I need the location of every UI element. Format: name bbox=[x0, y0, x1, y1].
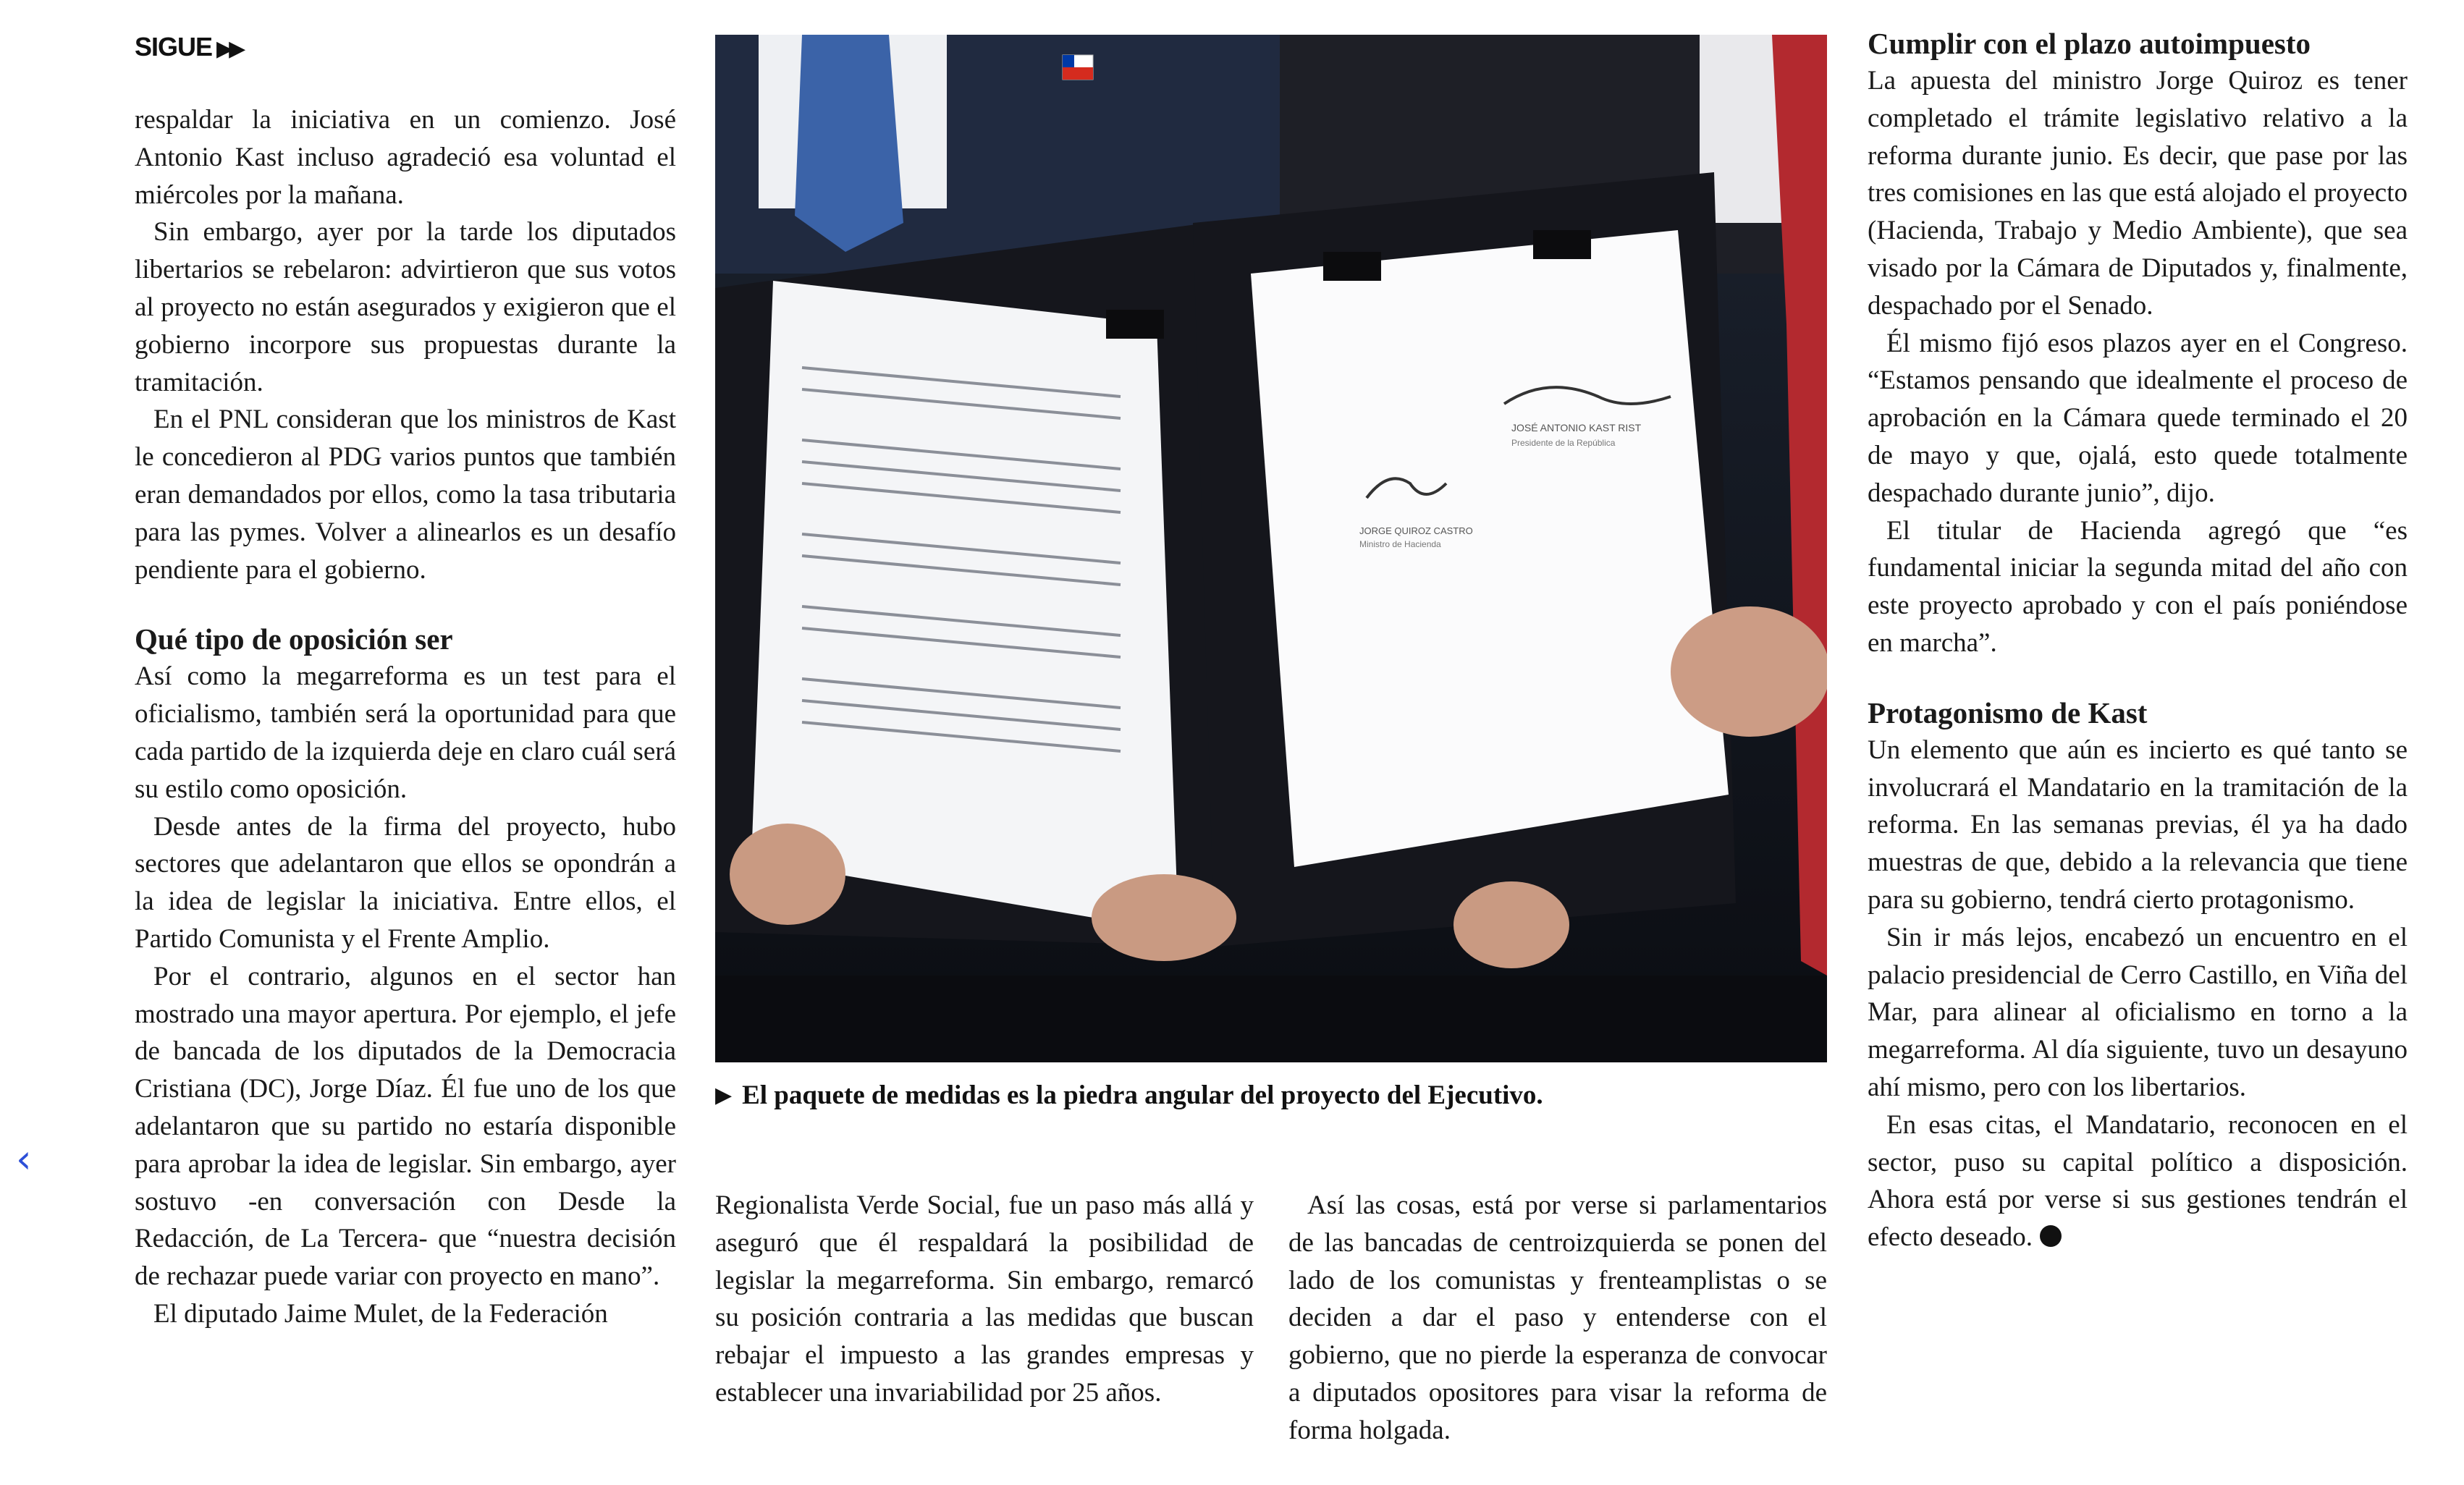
continue-text: SIGUE bbox=[135, 32, 213, 62]
right-paragraph-5: Sin ir más lejos, encabezó un encuentro en el palacio presidencial de Cerro Castillo, en Viña del Mar, para alinear al oficialismo en torno a la megarreforma. Al día siguiente, tuvo un desayuno ahí mismo, pero con los libertarios. bbox=[1868, 922, 2408, 1102]
right-paragraph-6-text: En esas citas, el Mandatario, reconocen en el sector, puso su capital político a disposición. Ahora está por verse si sus gestiones tendrán el efecto deseado. bbox=[1868, 1109, 2408, 1253]
right-subhead-1: Cumplir con el plazo autoimpuesto bbox=[1868, 27, 2311, 60]
news-photo bbox=[715, 35, 1827, 1062]
caption-text: El paquete de medidas es la piedra angular del proyecto del Ejecutivo. bbox=[742, 1080, 1543, 1110]
continue-label bbox=[135, 32, 241, 62]
mid-paragraph-1: Regionalista Verde Social, fue un paso más allá y aseguró que él respaldará la posibilidad de legislar la megarreforma. Sin embargo, remarcó su posición contraria a las medidas que buscan rebajar el impuesto a las grandes empresas y establecer una invariabilidad por 25 años. bbox=[715, 1190, 1254, 1408]
double-arrow-icon: ▶▶ bbox=[216, 37, 242, 61]
back-arrow-icon[interactable]: ‹ bbox=[16, 1136, 32, 1182]
mid2-paragraph-1: Así las cosas, está por verse si parlamentarios de las bancadas de centroizquierda se ponen del lado de los comunistas y frenteamplistas o se deciden a dar el paso y entenderse con el gobierno, que no pierde la esperanza de convocar a diputados opositores para visar la reforma de forma holgada. bbox=[1288, 1190, 1827, 1445]
right-column bbox=[1868, 25, 2408, 1256]
left-paragraph-3: En el PNL consideran que los ministros de Kast le concedieron al PDG varios puntos que también eran demandados por ellos, como la tasa tributaria para las pymes. Volver a alinearlos es un desafío pendiente para el gobierno. bbox=[135, 405, 676, 585]
caption-marker-icon: ▶ bbox=[715, 1083, 733, 1107]
end-bullet-icon bbox=[2040, 1225, 2062, 1247]
left-column bbox=[135, 101, 676, 1333]
right-paragraph-2: Él mismo fijó esos plazos ayer en el Congreso. “Estamos pensando que idealmente el proceso de aprobación en la Cámara quede terminado el 20 de mayo y que, ojalá, esto quede totalmente despachado durante junio”, dijo. bbox=[1868, 328, 2408, 508]
middle-column-1 bbox=[715, 1187, 1254, 1412]
right-paragraph-6 bbox=[1868, 1107, 2408, 1256]
right-paragraph-1: La apuesta del ministro Jorge Quiroz es tener completado el trámite legislativo relativo a la reforma durante junio. Es decir, que pase por las tres comisiones en las que está alojado el proyecto (Hacienda, Trabajo y Medio Ambiente), que sea visado por la Cámara de Diputados y, finalmente, despachado por el Senado. bbox=[1868, 66, 2408, 321]
photo-signed-bill-icon bbox=[715, 35, 1827, 1062]
photo-caption bbox=[715, 1077, 1830, 1114]
left-paragraph-5: Desde antes de la firma del proyecto, hubo sectores que adelantaron que ellos se opondrán a la idea de legislar la iniciativa. Entre ellos, el Partido Comunista y el Frente Amplio. bbox=[135, 811, 676, 954]
right-subhead-2: Protagonismo de Kast bbox=[1868, 695, 2148, 729]
left-paragraph-6: Por el contrario, algunos en el sector han mostrado una mayor apertura. Por ejemplo, el jefe de bancada de los diputados de la Democracia Cristiana (DC), Jorge Díaz. Él fue uno de los que adelantaron que su partido no estaría disponible para aprobar la idea de legislar. Sin embargo, ayer sostuvo -en conversación con Desde la Redacción, de La Tercera- que “nuestra decisión de rechazar puede variar con proyecto en mano”. bbox=[135, 961, 676, 1292]
signature-sub: Presidente de la República bbox=[1511, 438, 1616, 448]
left-paragraph-1: respaldar la iniciativa en un comienzo. José Antonio Kast incluso agradeció esa voluntad el miércoles por la mañana. bbox=[135, 105, 676, 210]
right-paragraph-4: Un elemento que aún es incierto es qué tanto se involucrará el Mandatario en la tramitación de la reforma. En las semanas previas, él ya ha dado muestras de que, debido a la relevancia que tiene para su gobierno, tendrá cierto protagonismo. bbox=[1868, 735, 2408, 915]
left-subhead: Qué tipo de oposición ser bbox=[135, 622, 453, 656]
signature-label: JOSÉ ANTONIO KAST RIST bbox=[1511, 422, 1642, 433]
right-paragraph-3: El titular de Hacienda agregó que “es fundamental iniciar la segunda mitad del año con este proyecto aprobado y con el país poniéndose en marcha”. bbox=[1868, 515, 2408, 658]
left-paragraph-7: El diputado Jaime Mulet, de la Federación bbox=[153, 1298, 608, 1329]
left-paragraph-4: Así como la megarreforma es un test para el oficialismo, también será la oportunidad para que cada partido de la izquierda deje en claro cuál será su estilo como oposición. bbox=[135, 661, 676, 804]
minister-sub: Ministro de Hacienda bbox=[1359, 539, 1441, 549]
middle-column-2 bbox=[1288, 1187, 1827, 1450]
minister-label: JORGE QUIROZ CASTRO bbox=[1359, 525, 1473, 536]
left-paragraph-2: Sin embargo, ayer por la tarde los diputados libertarios se rebelaron: advirtieron que sus votos al proyecto no están asegurados y exigieron que el gobierno incorpore sus propuestas durante la tramitación. bbox=[135, 217, 676, 397]
